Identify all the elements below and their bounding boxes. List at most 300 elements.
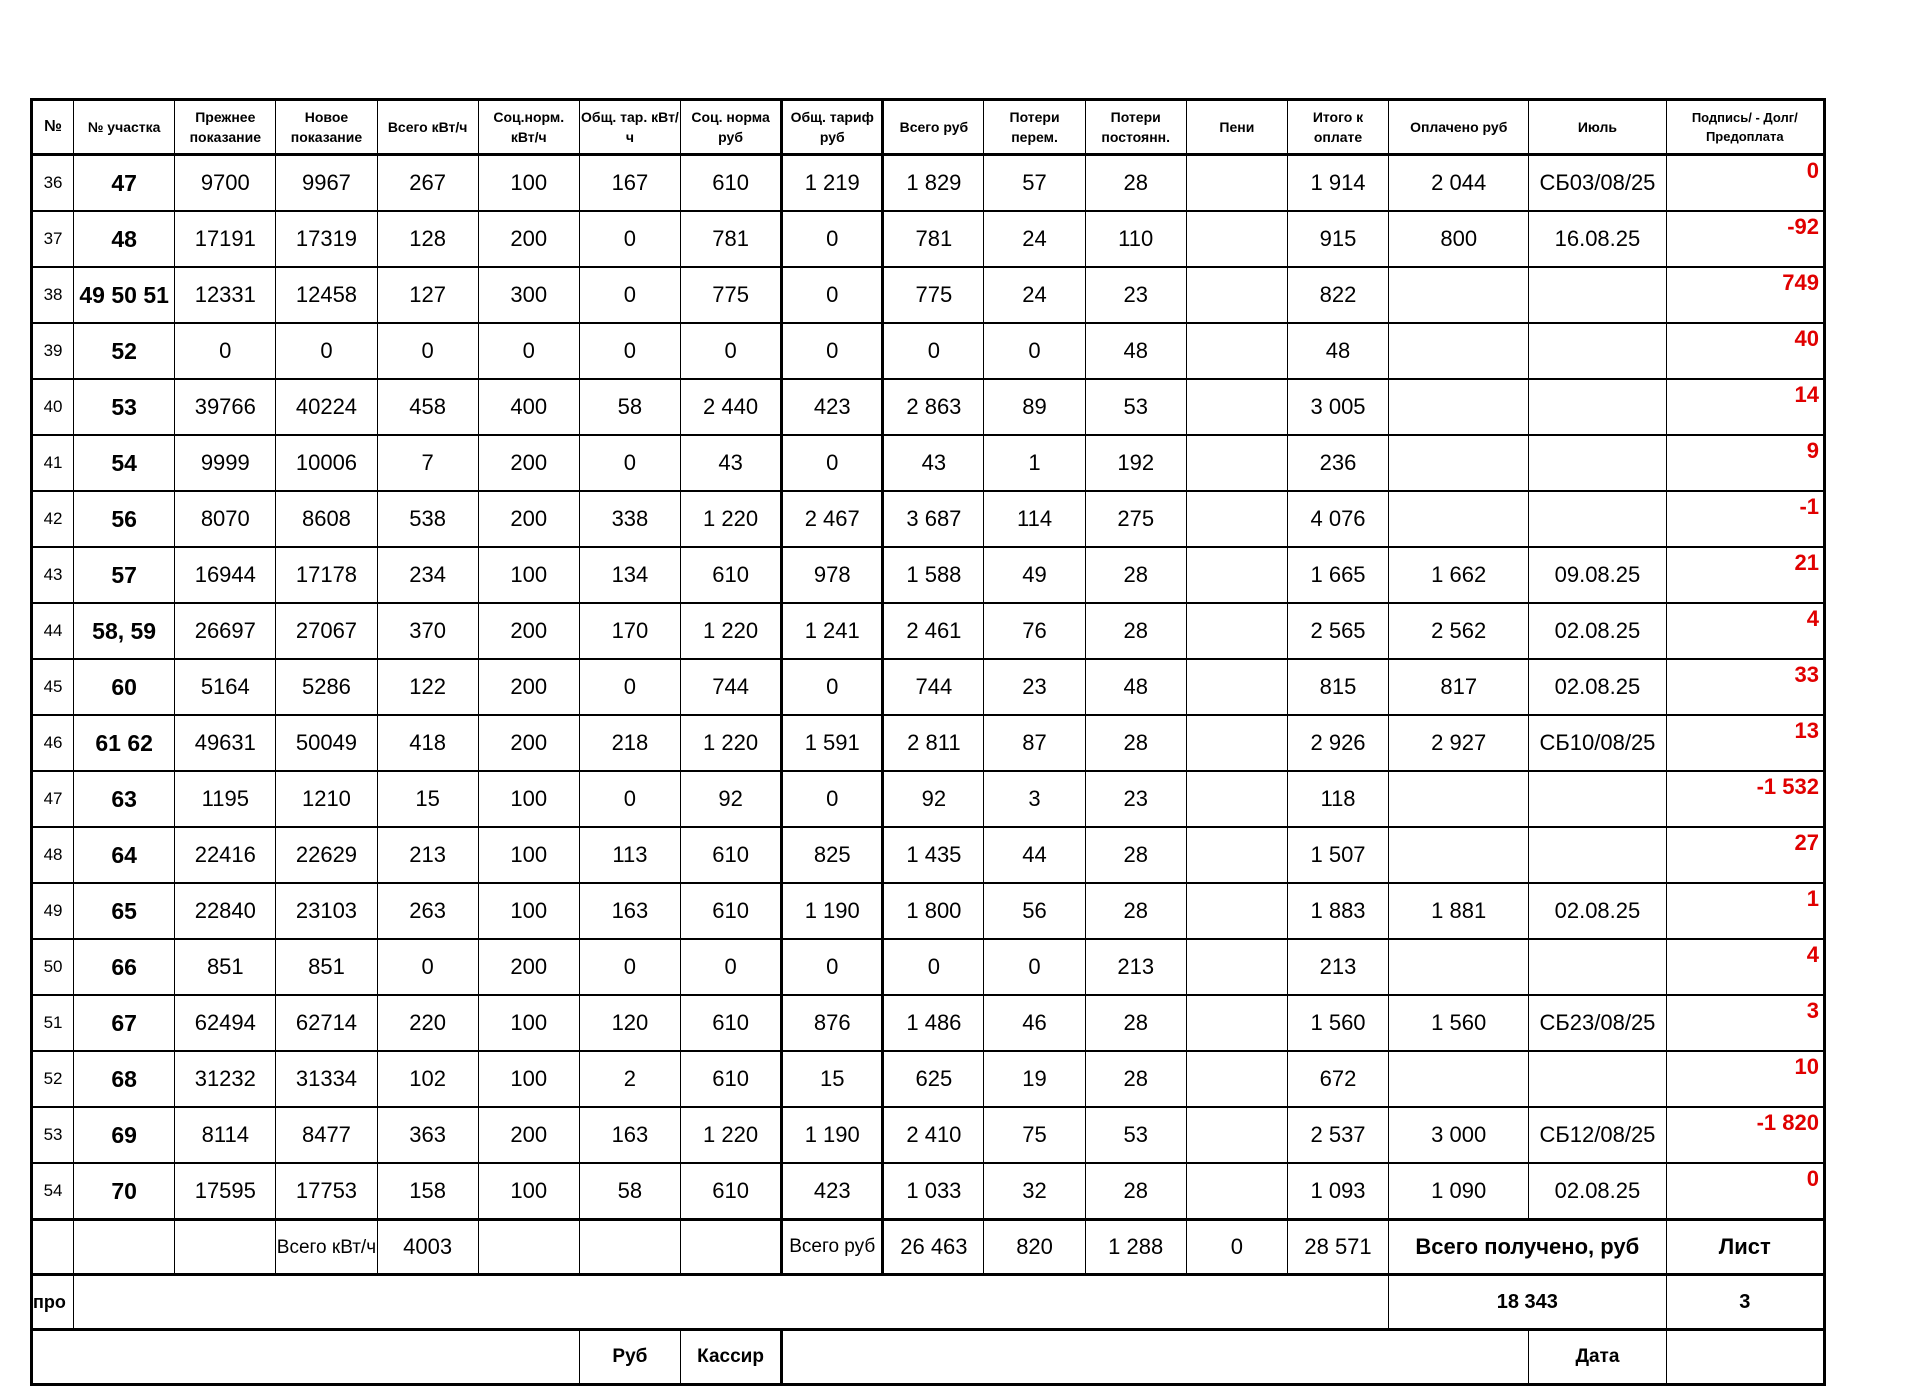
balance-cell: 13 <box>1666 715 1824 771</box>
loss-variable-cell: 0 <box>984 323 1085 379</box>
payment-date-cell <box>1529 827 1666 883</box>
social-norm-kwh-cell: 200 <box>478 659 579 715</box>
general-tariff-kwh-cell: 0 <box>579 659 680 715</box>
total-kwh-cell: 7 <box>377 435 478 491</box>
totals-empty-snr <box>681 1220 782 1275</box>
col-header-total-rub: Всего руб <box>883 100 984 155</box>
total-kwh-cell: 0 <box>377 939 478 995</box>
loss-constant-cell: 28 <box>1085 547 1186 603</box>
general-tariff-rub-cell: 0 <box>782 435 883 491</box>
general-tariff-rub-cell: 0 <box>782 771 883 827</box>
total-rub-cell: 2 863 <box>883 379 984 435</box>
total-rub-cell: 2 410 <box>883 1107 984 1163</box>
amount-paid-cell <box>1389 267 1529 323</box>
general-tariff-kwh-cell: 218 <box>579 715 680 771</box>
general-tariff-rub-cell: 0 <box>782 939 883 995</box>
loss-constant-cell: 28 <box>1085 827 1186 883</box>
balance-cell: 9 <box>1666 435 1824 491</box>
col-header-loss-const: Потери постоянн. <box>1085 100 1186 155</box>
previous-reading-cell: 1195 <box>175 771 276 827</box>
table-row <box>32 603 1825 659</box>
col-header-plot: № участка <box>74 100 175 155</box>
new-reading-cell: 17753 <box>276 1163 377 1220</box>
balance-cell: 21 <box>1666 547 1824 603</box>
total-kwh-cell: 122 <box>377 659 478 715</box>
total-rub-cell: 775 <box>883 267 984 323</box>
penalty-cell <box>1186 1051 1287 1107</box>
balance-cell: 4 <box>1666 603 1824 659</box>
amount-due-cell: 118 <box>1287 771 1388 827</box>
payment-date-cell: 16.08.25 <box>1529 211 1666 267</box>
social-norm-rub-cell: 775 <box>681 267 782 323</box>
total-rub-cell: 0 <box>883 323 984 379</box>
previous-reading-cell: 49631 <box>175 715 276 771</box>
general-tariff-rub-cell: 978 <box>782 547 883 603</box>
payment-date-cell: СБ03/08/25 <box>1529 155 1666 212</box>
loss-constant-cell: 110 <box>1085 211 1186 267</box>
previous-reading-cell: 16944 <box>175 547 276 603</box>
total-rub-cell: 625 <box>883 1051 984 1107</box>
amount-paid-cell: 3 000 <box>1389 1107 1529 1163</box>
previous-reading-cell: 8114 <box>175 1107 276 1163</box>
general-tariff-kwh-cell: 170 <box>579 603 680 659</box>
penalty-cell <box>1186 1163 1287 1220</box>
social-norm-kwh-cell: 200 <box>478 211 579 267</box>
balance-cell: 4 <box>1666 939 1824 995</box>
payment-date-cell <box>1529 939 1666 995</box>
social-norm-rub-cell: 610 <box>681 547 782 603</box>
payment-date-cell: 02.08.25 <box>1529 883 1666 939</box>
amount-paid-cell <box>1389 939 1529 995</box>
total-rub-cell: 1 435 <box>883 827 984 883</box>
general-tariff-rub-cell: 1 241 <box>782 603 883 659</box>
loss-constant-cell: 28 <box>1085 603 1186 659</box>
total-kwh-value: 4003 <box>377 1220 478 1275</box>
col-header-gen-tariff-kwh: Общ. тар. кВт/ч <box>579 100 680 155</box>
cashier-signature-field[interactable] <box>782 1330 1529 1385</box>
social-norm-rub-cell: 781 <box>681 211 782 267</box>
table-row <box>32 435 1825 491</box>
previous-reading-cell: 22416 <box>175 827 276 883</box>
social-norm-rub-cell: 744 <box>681 659 782 715</box>
general-tariff-kwh-cell: 120 <box>579 995 680 1051</box>
loss-variable-cell: 24 <box>984 267 1085 323</box>
table-row <box>32 211 1825 267</box>
social-norm-rub-cell: 92 <box>681 771 782 827</box>
penalty-cell <box>1186 659 1287 715</box>
loss-constant-cell: 28 <box>1085 995 1186 1051</box>
plot-number-cell: 53 <box>74 379 175 435</box>
new-reading-cell: 5286 <box>276 659 377 715</box>
amount-due-cell: 4 076 <box>1287 491 1388 547</box>
new-reading-cell: 8477 <box>276 1107 377 1163</box>
social-norm-rub-cell: 0 <box>681 323 782 379</box>
general-tariff-rub-cell: 423 <box>782 1163 883 1220</box>
plot-number-cell: 61 62 <box>74 715 175 771</box>
plot-number-cell: 60 <box>74 659 175 715</box>
social-norm-rub-cell: 610 <box>681 883 782 939</box>
new-reading-cell: 17178 <box>276 547 377 603</box>
loss-constant-cell: 48 <box>1085 323 1186 379</box>
total-kwh-cell: 0 <box>377 323 478 379</box>
new-reading-cell: 0 <box>276 323 377 379</box>
row-number-cell: 52 <box>32 1051 74 1107</box>
general-tariff-kwh-cell: 2 <box>579 1051 680 1107</box>
total-kwh-label: Всего кВт/ч <box>276 1220 377 1275</box>
new-reading-cell: 17319 <box>276 211 377 267</box>
social-norm-kwh-cell: 200 <box>478 435 579 491</box>
balance-cell: 40 <box>1666 323 1824 379</box>
new-reading-cell: 31334 <box>276 1051 377 1107</box>
previous-reading-cell: 17191 <box>175 211 276 267</box>
payment-date-cell <box>1529 267 1666 323</box>
social-norm-kwh-cell: 200 <box>478 939 579 995</box>
table-row <box>32 659 1825 715</box>
previous-reading-cell: 9700 <box>175 155 276 212</box>
col-header-gen-tariff-rub: Общ. тариф руб <box>782 100 883 155</box>
total-rub-cell: 1 033 <box>883 1163 984 1220</box>
penalty-cell <box>1186 771 1287 827</box>
general-tariff-kwh-cell: 0 <box>579 939 680 995</box>
table-row <box>32 995 1825 1051</box>
cashier-row <box>32 1330 1825 1385</box>
social-norm-kwh-cell: 200 <box>478 1107 579 1163</box>
total-kwh-cell: 102 <box>377 1051 478 1107</box>
previous-reading-cell: 17595 <box>175 1163 276 1220</box>
new-reading-cell: 22629 <box>276 827 377 883</box>
loss-variable-cell: 75 <box>984 1107 1085 1163</box>
received-row <box>32 1275 1825 1330</box>
social-norm-rub-cell: 1 220 <box>681 715 782 771</box>
total-due: 28 571 <box>1287 1220 1388 1275</box>
table-row <box>32 827 1825 883</box>
total-rub-cell: 744 <box>883 659 984 715</box>
general-tariff-kwh-cell: 338 <box>579 491 680 547</box>
table-row <box>32 491 1825 547</box>
table-row <box>32 1163 1825 1220</box>
loss-constant-cell: 28 <box>1085 715 1186 771</box>
payment-date-cell: 02.08.25 <box>1529 1163 1666 1220</box>
row-number-cell: 41 <box>32 435 74 491</box>
loss-constant-cell: 192 <box>1085 435 1186 491</box>
col-header-total-kwh: Всего кВт/ч <box>377 100 478 155</box>
total-rub-label: Всего руб <box>782 1220 883 1275</box>
social-norm-kwh-cell: 100 <box>478 827 579 883</box>
loss-variable-cell: 46 <box>984 995 1085 1051</box>
header-row <box>32 100 1825 155</box>
col-header-n: № <box>32 100 74 155</box>
penalty-cell <box>1186 155 1287 212</box>
plot-number-cell: 67 <box>74 995 175 1051</box>
balance-cell: -1 532 <box>1666 771 1824 827</box>
loss-variable-cell: 56 <box>984 883 1085 939</box>
new-reading-cell: 10006 <box>276 435 377 491</box>
new-reading-cell: 40224 <box>276 379 377 435</box>
total-rub-cell: 1 829 <box>883 155 984 212</box>
table-row <box>32 323 1825 379</box>
amount-due-cell: 2 926 <box>1287 715 1388 771</box>
table-row <box>32 715 1825 771</box>
plot-number-cell: 58, 59 <box>74 603 175 659</box>
payment-date-cell <box>1529 771 1666 827</box>
col-header-sign: Подпись/ - Долг/Предоплата <box>1666 100 1824 155</box>
general-tariff-kwh-cell: 167 <box>579 155 680 212</box>
payment-date-cell: СБ10/08/25 <box>1529 715 1666 771</box>
balance-cell: 33 <box>1666 659 1824 715</box>
balance-cell: 0 <box>1666 155 1824 212</box>
social-norm-rub-cell: 1 220 <box>681 1107 782 1163</box>
balance-cell: 3 <box>1666 995 1824 1051</box>
general-tariff-kwh-cell: 0 <box>579 267 680 323</box>
totals-empty-plot <box>74 1220 175 1275</box>
row-number-cell: 46 <box>32 715 74 771</box>
total-rub-cell: 0 <box>883 939 984 995</box>
amount-paid-cell <box>1389 827 1529 883</box>
balance-cell: -1 820 <box>1666 1107 1824 1163</box>
total-kwh-cell: 213 <box>377 827 478 883</box>
new-reading-cell: 9967 <box>276 155 377 212</box>
new-reading-cell: 8608 <box>276 491 377 547</box>
penalty-cell <box>1186 827 1287 883</box>
received-empty <box>74 1275 1389 1330</box>
general-tariff-kwh-cell: 0 <box>579 323 680 379</box>
general-tariff-kwh-cell: 0 <box>579 211 680 267</box>
amount-paid-cell: 2 044 <box>1389 155 1529 212</box>
previous-reading-cell: 31232 <box>175 1051 276 1107</box>
plot-number-cell: 47 <box>74 155 175 212</box>
balance-cell: -92 <box>1666 211 1824 267</box>
amount-due-cell: 2 565 <box>1287 603 1388 659</box>
new-reading-cell: 50049 <box>276 715 377 771</box>
previous-reading-cell: 39766 <box>175 379 276 435</box>
general-tariff-kwh-cell: 163 <box>579 883 680 939</box>
amount-paid-cell <box>1389 491 1529 547</box>
plot-number-cell: 69 <box>74 1107 175 1163</box>
amount-due-cell: 1 883 <box>1287 883 1388 939</box>
previous-reading-cell: 9999 <box>175 435 276 491</box>
col-header-prev: Прежнее показание <box>175 100 276 155</box>
col-header-penalty: Пени <box>1186 100 1287 155</box>
table-row <box>32 1051 1825 1107</box>
payment-date-cell <box>1529 323 1666 379</box>
electricity-billing-table <box>30 98 1826 1386</box>
social-norm-rub-cell: 610 <box>681 155 782 212</box>
general-tariff-rub-cell: 1 190 <box>782 1107 883 1163</box>
loss-variable-cell: 114 <box>984 491 1085 547</box>
col-header-soc-norm-kwh: Соц.норм. кВт/ч <box>478 100 579 155</box>
social-norm-kwh-cell: 100 <box>478 883 579 939</box>
social-norm-kwh-cell: 200 <box>478 491 579 547</box>
total-kwh-cell: 267 <box>377 155 478 212</box>
loss-variable-cell: 0 <box>984 939 1085 995</box>
loss-variable-cell: 19 <box>984 1051 1085 1107</box>
loss-variable-cell: 89 <box>984 379 1085 435</box>
balance-cell: 27 <box>1666 827 1824 883</box>
row-number-cell: 51 <box>32 995 74 1051</box>
social-norm-rub-cell: 610 <box>681 827 782 883</box>
general-tariff-rub-cell: 0 <box>782 267 883 323</box>
plot-number-cell: 57 <box>74 547 175 603</box>
totals-empty-prev <box>175 1220 276 1275</box>
plot-number-cell: 54 <box>74 435 175 491</box>
total-kwh-cell: 15 <box>377 771 478 827</box>
col-header-paid: Оплачено руб <box>1389 100 1529 155</box>
amount-due-cell: 815 <box>1287 659 1388 715</box>
balance-cell: 749 <box>1666 267 1824 323</box>
amount-paid-cell: 817 <box>1389 659 1529 715</box>
penalty-cell <box>1186 939 1287 995</box>
penalty-cell <box>1186 211 1287 267</box>
total-rub-cell: 1 486 <box>883 995 984 1051</box>
social-norm-kwh-cell: 200 <box>478 715 579 771</box>
balance-cell: 1 <box>1666 883 1824 939</box>
general-tariff-rub-cell: 1 219 <box>782 155 883 212</box>
loss-variable-cell: 49 <box>984 547 1085 603</box>
previous-reading-cell: 12331 <box>175 267 276 323</box>
previous-reading-cell: 851 <box>175 939 276 995</box>
payment-date-cell: 09.08.25 <box>1529 547 1666 603</box>
col-header-loss-var: Потери перем. <box>984 100 1085 155</box>
general-tariff-kwh-cell: 0 <box>579 435 680 491</box>
social-norm-rub-cell: 1 220 <box>681 491 782 547</box>
total-kwh-cell: 458 <box>377 379 478 435</box>
total-kwh-cell: 370 <box>377 603 478 659</box>
total-rub-cell: 1 588 <box>883 547 984 603</box>
amount-paid-cell <box>1389 771 1529 827</box>
social-norm-kwh-cell: 200 <box>478 603 579 659</box>
totals-empty-gt <box>579 1220 680 1275</box>
payment-date-cell <box>1529 379 1666 435</box>
amount-paid-cell: 1 881 <box>1389 883 1529 939</box>
loss-constant-cell: 53 <box>1085 379 1186 435</box>
total-kwh-cell: 127 <box>377 267 478 323</box>
penalty-cell <box>1186 435 1287 491</box>
social-norm-kwh-cell: 100 <box>478 155 579 212</box>
general-tariff-kwh-cell: 163 <box>579 1107 680 1163</box>
total-rub-cell: 92 <box>883 771 984 827</box>
plot-number-cell: 65 <box>74 883 175 939</box>
loss-variable-cell: 23 <box>984 659 1085 715</box>
table-row <box>32 939 1825 995</box>
social-norm-kwh-cell: 100 <box>478 771 579 827</box>
totals-empty-n <box>32 1220 74 1275</box>
general-tariff-kwh-cell: 58 <box>579 1163 680 1220</box>
row-number-cell: 44 <box>32 603 74 659</box>
total-kwh-cell: 418 <box>377 715 478 771</box>
penalty-cell <box>1186 603 1287 659</box>
amount-due-cell: 236 <box>1287 435 1388 491</box>
loss-variable-cell: 57 <box>984 155 1085 212</box>
total-kwh-cell: 234 <box>377 547 478 603</box>
amount-due-cell: 1 507 <box>1287 827 1388 883</box>
loss-constant-cell: 48 <box>1085 659 1186 715</box>
previous-reading-cell: 22840 <box>175 883 276 939</box>
social-norm-rub-cell: 610 <box>681 1163 782 1220</box>
total-kwh-cell: 128 <box>377 211 478 267</box>
table-row <box>32 1107 1825 1163</box>
social-norm-rub-cell: 1 220 <box>681 603 782 659</box>
total-rub-cell: 1 800 <box>883 883 984 939</box>
social-norm-kwh-cell: 400 <box>478 379 579 435</box>
new-reading-cell: 851 <box>276 939 377 995</box>
general-tariff-rub-cell: 0 <box>782 659 883 715</box>
table-row <box>32 155 1825 212</box>
balance-cell: 0 <box>1666 1163 1824 1220</box>
payment-date-cell: СБ23/08/25 <box>1529 995 1666 1051</box>
table-row <box>32 547 1825 603</box>
payment-date-cell <box>1529 435 1666 491</box>
amount-paid-cell: 800 <box>1389 211 1529 267</box>
plot-number-cell: 56 <box>74 491 175 547</box>
social-norm-rub-cell: 2 440 <box>681 379 782 435</box>
row-number-cell: 50 <box>32 939 74 995</box>
social-norm-rub-cell: 610 <box>681 1051 782 1107</box>
previous-reading-cell: 26697 <box>175 603 276 659</box>
amount-due-cell: 915 <box>1287 211 1388 267</box>
penalty-cell <box>1186 323 1287 379</box>
previous-reading-cell: 0 <box>175 323 276 379</box>
row-number-cell: 53 <box>32 1107 74 1163</box>
loss-constant-cell: 28 <box>1085 1051 1186 1107</box>
row-number-cell: 40 <box>32 379 74 435</box>
new-reading-cell: 23103 <box>276 883 377 939</box>
total-kwh-cell: 220 <box>377 995 478 1051</box>
amount-due-cell: 1 665 <box>1287 547 1388 603</box>
total-rub-cell: 781 <box>883 211 984 267</box>
new-reading-cell: 62714 <box>276 995 377 1051</box>
row-number-cell: 45 <box>32 659 74 715</box>
amount-paid-cell: 1 090 <box>1389 1163 1529 1220</box>
payment-date-cell: 02.08.25 <box>1529 603 1666 659</box>
new-reading-cell: 12458 <box>276 267 377 323</box>
total-rub-cell: 43 <box>883 435 984 491</box>
new-reading-cell: 1210 <box>276 771 377 827</box>
total-penalty: 0 <box>1186 1220 1287 1275</box>
general-tariff-kwh-cell: 113 <box>579 827 680 883</box>
loss-constant-cell: 23 <box>1085 267 1186 323</box>
amount-due-cell: 672 <box>1287 1051 1388 1107</box>
general-tariff-rub-cell: 0 <box>782 323 883 379</box>
truncated-label: про <box>32 1275 74 1330</box>
previous-reading-cell: 5164 <box>175 659 276 715</box>
balance-cell: 10 <box>1666 1051 1824 1107</box>
table-row <box>32 267 1825 323</box>
loss-constant-cell: 28 <box>1085 1163 1186 1220</box>
general-tariff-rub-cell: 1 591 <box>782 715 883 771</box>
table-row <box>32 771 1825 827</box>
loss-constant-cell: 275 <box>1085 491 1186 547</box>
total-rub-cell: 2 461 <box>883 603 984 659</box>
penalty-cell <box>1186 995 1287 1051</box>
loss-variable-cell: 44 <box>984 827 1085 883</box>
general-tariff-rub-cell: 0 <box>782 211 883 267</box>
payment-date-cell: СБ12/08/25 <box>1529 1107 1666 1163</box>
total-rub-cell: 2 811 <box>883 715 984 771</box>
amount-paid-cell: 1 560 <box>1389 995 1529 1051</box>
totals-empty-sn <box>478 1220 579 1275</box>
total-loss-const: 1 288 <box>1085 1220 1186 1275</box>
penalty-cell <box>1186 883 1287 939</box>
total-kwh-cell: 538 <box>377 491 478 547</box>
amount-paid-cell <box>1389 435 1529 491</box>
date-field[interactable] <box>1666 1330 1824 1385</box>
payment-date-cell <box>1529 1051 1666 1107</box>
plot-number-cell: 64 <box>74 827 175 883</box>
total-rub-value: 26 463 <box>883 1220 984 1275</box>
sheet-number: 3 <box>1666 1275 1824 1330</box>
amount-due-cell: 3 005 <box>1287 379 1388 435</box>
plot-number-cell: 63 <box>74 771 175 827</box>
